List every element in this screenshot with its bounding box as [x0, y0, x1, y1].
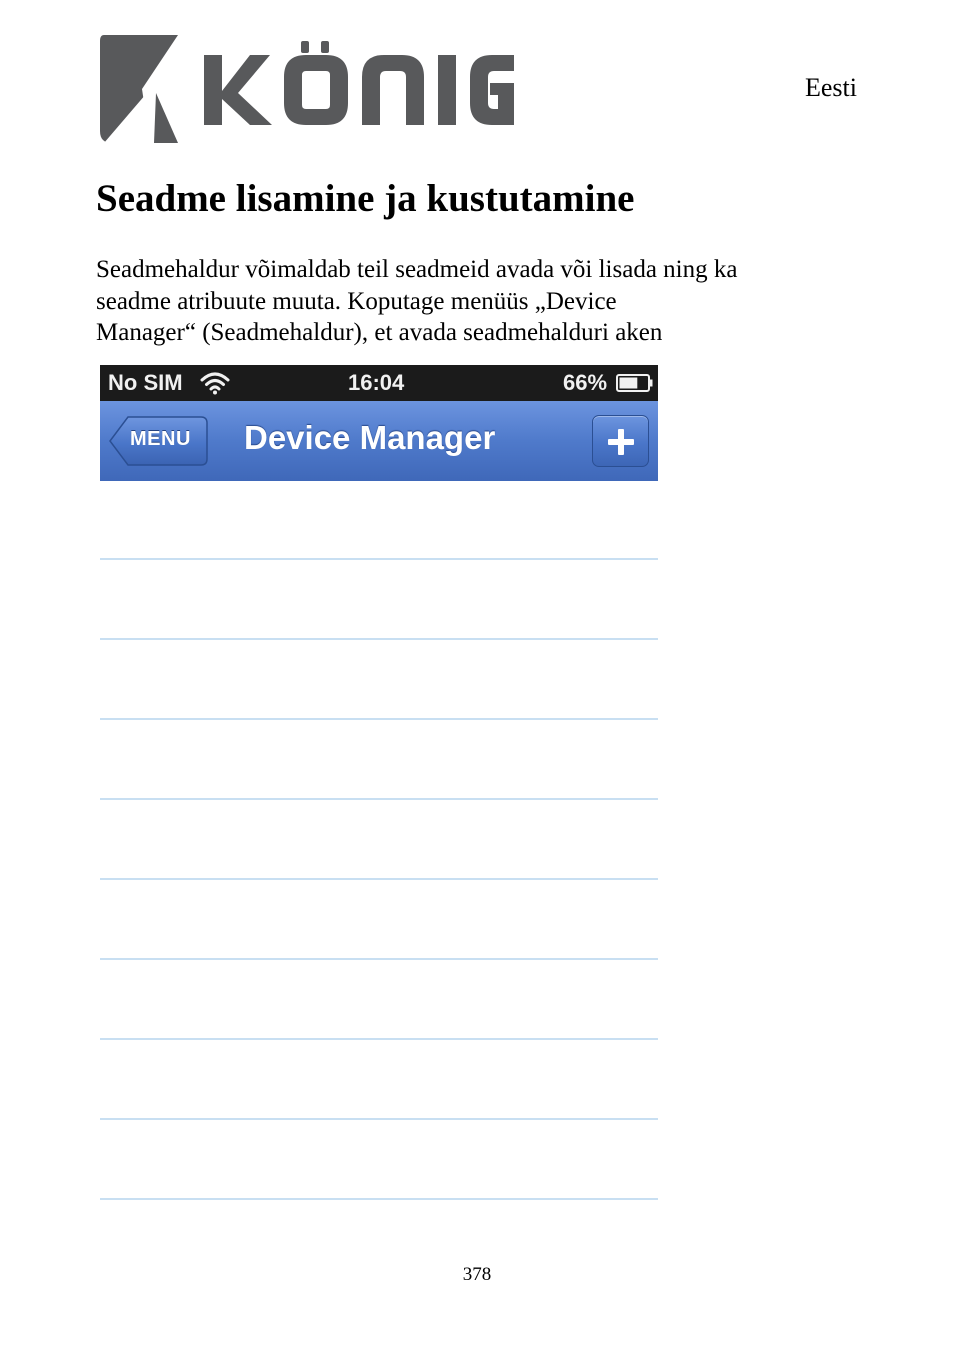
- battery-icon: [616, 374, 654, 392]
- screen-title: Device Manager: [244, 419, 496, 456]
- list-item[interactable]: [100, 1121, 658, 1200]
- wifi-icon: [200, 371, 230, 395]
- list-item[interactable]: [100, 561, 658, 640]
- plus-icon: [607, 428, 635, 456]
- list-item[interactable]: [100, 961, 658, 1040]
- list-item[interactable]: [100, 1041, 658, 1120]
- intro-paragraph: [96, 254, 836, 349]
- konig-logo: [98, 33, 518, 145]
- carrier-label: No SIM: [108, 370, 183, 395]
- list-item[interactable]: [100, 721, 658, 800]
- list-item[interactable]: [100, 801, 658, 880]
- menu-button-label: MENU: [130, 428, 191, 450]
- navigation-bar: [100, 401, 658, 483]
- add-device-button[interactable]: [592, 415, 649, 467]
- paragraph-line: Seadmehaldur võimaldab teil seadmeid avada või lisada ning ka: [96, 256, 738, 283]
- menu-back-button[interactable]: [108, 415, 208, 467]
- battery-percentage: 66%: [563, 370, 608, 395]
- paragraph-line: seadme atribuute muuta. Koputage menüüs „Device: [96, 287, 617, 315]
- language-label: Eesti: [805, 73, 857, 102]
- clock-label: 16:04: [348, 370, 405, 395]
- list-item[interactable]: [100, 881, 658, 960]
- list-item[interactable]: [100, 481, 658, 560]
- status-bar: [100, 365, 658, 401]
- list-item[interactable]: [100, 641, 658, 720]
- paragraph-line: Manager“ (Seadmehaldur), et avada seadmehalduri aken: [96, 319, 663, 346]
- page-number: 378: [462, 1264, 492, 1285]
- section-title: Seadme lisamine ja kustutamine: [96, 177, 635, 220]
- device-manager-screenshot: [100, 365, 658, 1205]
